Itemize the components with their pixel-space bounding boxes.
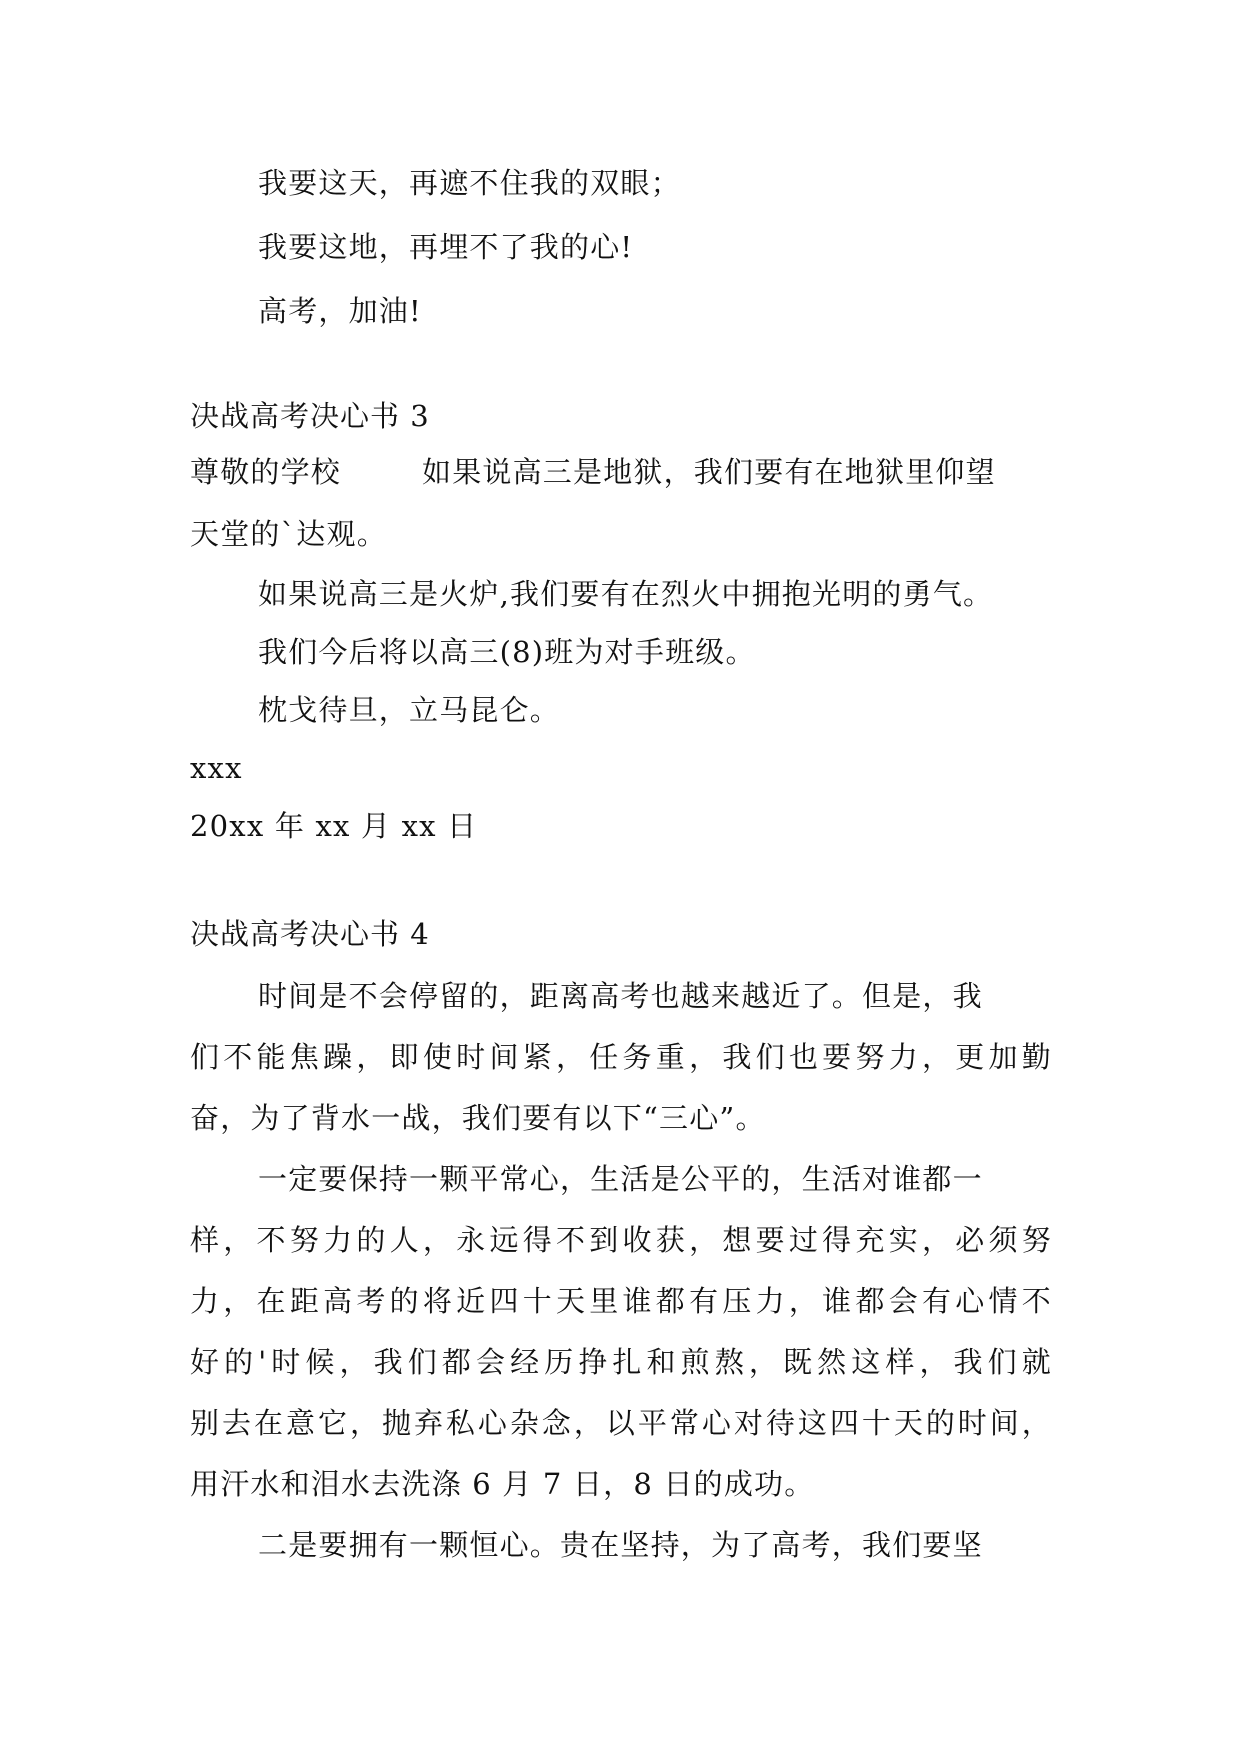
- paragraph-line: 们不能焦躁，即使时间紧，任务重，我们也要努力，更加勤: [190, 1040, 1052, 1074]
- paragraph-line: 力，在距高考的将近四十天里谁都有压力，谁都会有心情不: [190, 1284, 1052, 1318]
- paragraph-line: 用汗水和泪水去洗涤 6 月 7 日，8 日的成功。: [190, 1467, 815, 1501]
- poem-line: 我要这地，再埋不了我的心!: [258, 230, 634, 264]
- paragraph-line: 如果说高三是地狱，我们要有在地狱里仰望: [422, 455, 996, 489]
- salutation: 尊敬的学校: [190, 455, 342, 489]
- paragraph-line: 奋，为了背水一战，我们要有以下“三心”。: [190, 1101, 766, 1135]
- date: 20xx 年 xx 月 xx 日: [190, 809, 478, 843]
- paragraph-line: 时间是不会停留的，距离高考也越来越近了。但是，我: [258, 979, 983, 1013]
- paragraph-line: 二是要拥有一颗恒心。贵在坚持，为了高考，我们要坚: [258, 1528, 983, 1562]
- paragraph-line: 我们今后将以高三(8)班为对手班级。: [258, 635, 756, 669]
- section-title: 决战高考决心书 4: [190, 917, 430, 951]
- signature: xxx: [190, 751, 243, 785]
- poem-line: 我要这天，再遮不住我的双眼；: [258, 166, 681, 200]
- paragraph-line: 一定要保持一颗平常心，生活是公平的，生活对谁都一: [258, 1162, 983, 1196]
- paragraph-line: 样，不努力的人，永远得不到收获，想要过得充实，必须努: [190, 1223, 1052, 1257]
- paragraph-line: 如果说高三是火炉,我们要有在烈火中拥抱光明的勇气。: [258, 577, 994, 611]
- section-title: 决战高考决心书 3: [190, 399, 430, 433]
- paragraph-line: 别去在意它，抛弃私心杂念，以平常心对待这四十天的时间，: [190, 1406, 1052, 1440]
- paragraph-line: 好的'时候，我们都会经历挣扎和煎熬，既然这样，我们就: [190, 1345, 1052, 1379]
- paragraph-line: 天堂的`达观。: [190, 517, 387, 551]
- paragraph-line: 枕戈待旦，立马昆仑。: [258, 693, 561, 727]
- poem-line: 高考，加油!: [258, 294, 422, 328]
